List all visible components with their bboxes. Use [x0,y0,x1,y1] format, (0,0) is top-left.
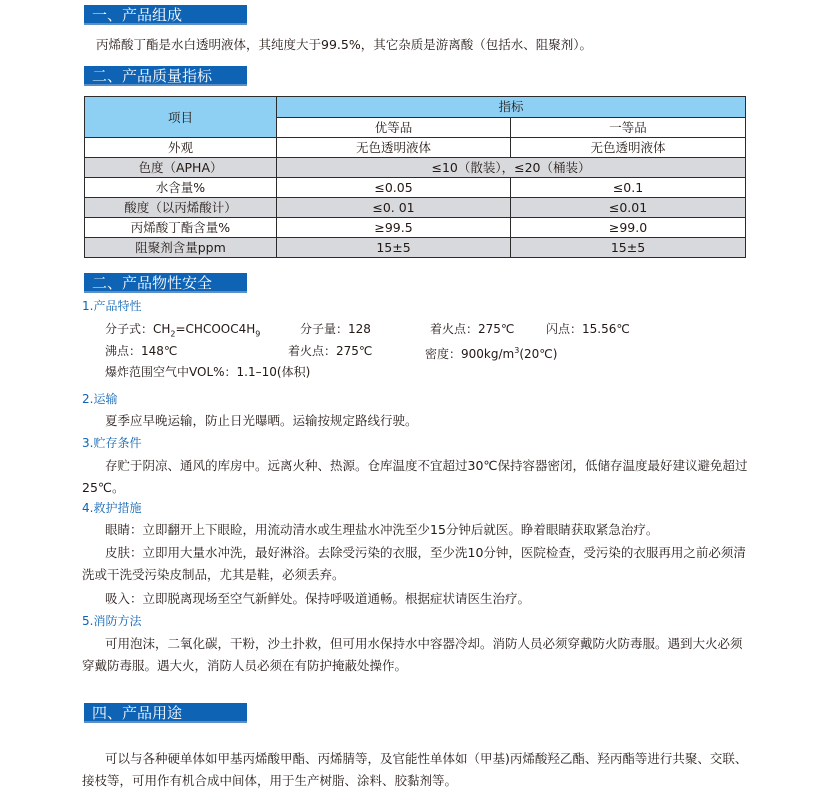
table-header-superior: 优等品 [277,117,511,138]
fire-text: 可用泡沫，二氧化碳，干粉，沙土扑救，但可用水保持水中容器冷却。消防人员必须穿戴防火防毒服。遇到大火必须穿戴防毒服。遇大火，消防人员必须在有防护掩蔽处操作。 [82,636,743,673]
molecular-formula: 分子式：$CH_2=CHCOOC4H_9$ [105,322,261,339]
section-heading-safety: 二、产品物性安全 [84,273,247,293]
table-row [85,218,746,238]
explosion-range: 爆炸范围空气中VOL%：1.1–10(体积) [105,365,311,379]
flash-point: 闪点：15.56℃ [546,322,630,336]
table-row [85,238,746,258]
table-row [85,158,746,178]
section-heading-quality: 二、产品质量指标 [84,66,247,86]
ignition-point: 着火点：275℃ [430,322,515,336]
subheading-transport: 2.运输 [82,392,118,406]
ignition-point-2: 着火点：275℃ [288,344,373,358]
table-cell-item: 水含量% [85,178,277,198]
table-cell-first: 15±5 [511,238,746,258]
table-header-item: 项目 [85,97,277,138]
storage-text: 存贮于阴凉、通风的库房中。远离火种、热源。仓库温度不宜超过30℃保持容器密闭，低储存温度最好建议避免超过25℃。 [82,458,748,495]
table-cell-first: ≤0.01 [511,198,746,218]
table-header-index: 指标 [277,97,746,118]
table-header-first: 一等品 [511,117,746,138]
table-cell-item: 色度（APHA） [85,158,277,178]
density: 密度：$900kg/m^3(20℃)$ [425,346,558,361]
molecular-weight: 分子量：128 [300,322,371,336]
subheading-properties: 1.产品特性 [82,299,142,313]
table-cell-superior: 无色透明液体 [277,138,511,158]
table-cell-first: ≤0.1 [511,178,746,198]
table-row [85,138,746,158]
subheading-rescue: 4.救护措施 [82,501,142,515]
quality-table [84,96,746,258]
table-cell-superior: 15±5 [277,238,511,258]
transport-text: 夏季应早晚运输，防止日光曝晒。运输按规定路线行驶。 [105,413,418,428]
subheading-fire: 5.消防方法 [82,614,142,628]
table-cell-item: 丙烯酸丁酯含量% [85,218,277,238]
rescue-inhale-text: 吸入：立即脱离现场至空气新鲜处。保持呼吸道通畅。根据症状请医生治疗。 [105,591,531,606]
rescue-eyes-text: 眼睛：立即翻开上下眼睑，用流动清水或生理盐水冲洗至少15分钟后就医。睁着眼睛获取紧急治疗。 [105,522,659,537]
subheading-storage: 3.贮存条件 [82,436,142,450]
table-row [85,178,746,198]
table-cell-superior: ≤0.05 [277,178,511,198]
table-cell-first: 无色透明液体 [511,138,746,158]
table-cell-superior: ≤0. 01 [277,198,511,218]
table-cell-item: 外观 [85,138,277,158]
composition-text: 丙烯酸丁酯是水白透明液体，其纯度大于99.5%，其它杂质是游离酸（包括水、阻聚剂）。 [96,37,592,52]
rescue-skin-text: 皮肤：立即用大量水冲洗，最好淋浴。去除受污染的衣服，至少洗10分钟，医院检查，受污染的衣服再用之前必须清洗或干洗受污染皮制品，尤其是鞋，必须丢弃。 [82,545,746,582]
table-cell-superior: ≥99.5 [277,218,511,238]
table-cell-item: 阻聚剂含量ppm [85,238,277,258]
usage-text: 可以与各种硬单体如甲基丙烯酸甲酯、丙烯腈等，及官能性单体如（甲基)丙烯酸羟乙酯、羟丙酯等进行共聚、交联、接枝等，可用作有机合成中间体，用于生产树脂、涂料、胶黏剂等。 [82,751,748,788]
table-cell-merged: ≤10（散装），≤20（桶装） [277,158,746,178]
section-heading-usage: 四、产品用途 [84,703,247,723]
table-row [85,198,746,218]
table-cell-first: ≥99.0 [511,218,746,238]
boiling-point: 沸点：148℃ [105,344,178,358]
section-heading-composition: 一、产品组成 [84,5,247,25]
table-cell-item: 酸度（以丙烯酸计） [85,198,277,218]
